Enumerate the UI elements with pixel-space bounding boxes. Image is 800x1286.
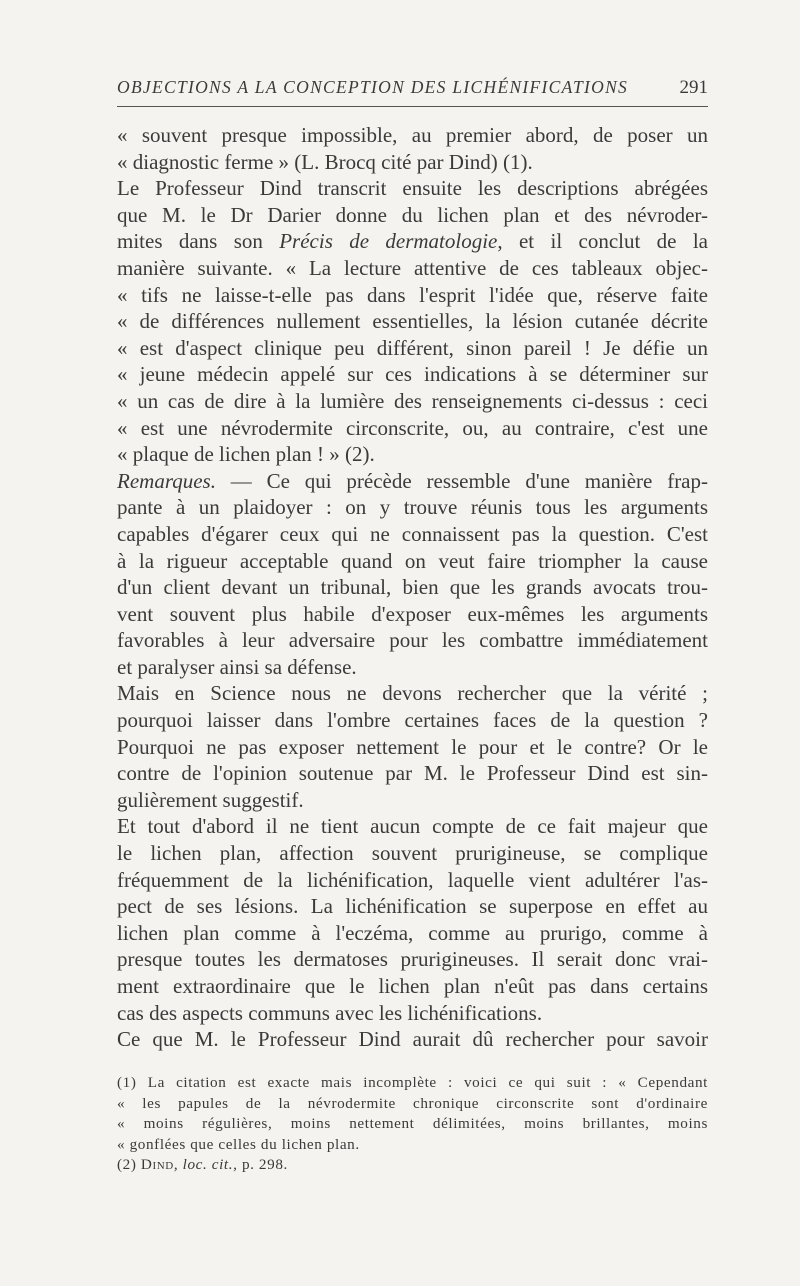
- text-line: pect de ses lésions. La lichénification se superpose en effet au: [117, 894, 708, 919]
- text-line: ment extraordinaire que le lichen plan n'eût pas dans certains: [117, 974, 708, 998]
- text-line: cas des aspects communs avec les lichénifications.: [117, 1000, 543, 1025]
- text-line: « est une névrodermite circonscrite, ou, au contraire, c'est une: [117, 415, 708, 440]
- text-line: capables d'égarer ceux qui ne connaissent pas la question. C'est: [117, 521, 708, 546]
- text-line: Ce que M. le Professeur Dind aurait dû rechercher pour savoir: [117, 1027, 708, 1052]
- text-line: « jeune médecin appelé sur ces indications à se déterminer sur: [117, 362, 708, 387]
- text-line: lichen plan comme à l'eczéma, comme au prurigo, comme à: [117, 920, 708, 945]
- text-line: contre de l'opinion soutenue par M. le Professeur Dind est sin-: [117, 761, 708, 786]
- text-line: Mais en Science nous ne devons rechercher que la vérité ;: [117, 681, 708, 706]
- footnote-line: (1) La citation est exacte mais incomplète : voici ce qui suit : « Cependant: [117, 1074, 708, 1091]
- footnote-line: « moins régulières, moins nettement délimitées, moins brillantes, moins: [117, 1115, 708, 1132]
- text-line: Pourquoi ne pas exposer nettement le pour et le contre? Or le: [117, 734, 708, 759]
- text-line: « de différences nullement essentielles, la lésion cutanée décrite: [117, 309, 708, 334]
- text-line: « est d'aspect clinique peu différent, sinon pareil ! Je défie un: [117, 335, 708, 360]
- text-line: « plaque de lichen plan ! » (2).: [117, 442, 375, 467]
- text-line: « un cas de dire à la lumière des renseignements ci-dessus : ceci: [117, 388, 708, 413]
- footnote-line: « les papules de la névrodermite chronique circonscrite sont d'ordinaire: [117, 1094, 708, 1112]
- text-line: le lichen plan, affection souvent prurigineuse, se complique: [117, 841, 708, 866]
- footnote-line: (2) Dind, loc. cit., p. 298.: [117, 1156, 288, 1173]
- text-line: « diagnostic ferme » (L. Brocq cité par Dind) (1).: [117, 149, 533, 174]
- text-line: vent souvent plus habile d'exposer eux-mêmes les arguments: [117, 601, 708, 626]
- text-line: Le Professeur Dind transcrit ensuite les descriptions abrégées: [117, 176, 708, 201]
- text-line: pante à un plaidoyer : on y trouve réunis tous les arguments: [117, 495, 708, 520]
- text-line: « souvent presque impossible, au premier abord, de poser un: [117, 123, 708, 147]
- text-line: presque toutes les dermatoses prurigineuses. Il serait donc vrai-: [117, 947, 708, 972]
- running-title: OBJECTIONS A LA CONCEPTION DES LICHÉNIFICATIONS: [117, 77, 629, 97]
- footnotes: [117, 1073, 708, 1176]
- text-line: et paralyser ainsi sa défense.: [117, 654, 357, 679]
- text-line: que M. le Dr Darier donne du lichen plan et des névroder-: [117, 202, 708, 227]
- text-line: fréquemment de la lichénification, laquelle vient adultérer l'as-: [117, 867, 708, 892]
- body-text: [117, 122, 708, 1053]
- text-line: pourquoi laisser dans l'ombre certaines faces de la question ?: [117, 708, 708, 733]
- text-line: « tifs ne laisse-t-elle pas dans l'esprit l'idée que, réserve faite: [117, 282, 708, 307]
- text-line: mites dans son Précis de dermatologie, et il conclut de la: [117, 229, 708, 254]
- text-line: gulièrement suggestif.: [117, 787, 304, 812]
- footnote-line: « gonflées que celles du lichen plan.: [117, 1135, 360, 1153]
- text-line: d'un client devant un tribunal, bien que les grands avocats trou-: [117, 575, 708, 600]
- text-line: favorables à leur adversaire pour les combattre immédiatement: [117, 628, 708, 653]
- page-number: 291: [679, 77, 708, 98]
- text-line: Et tout d'abord il ne tient aucun compte de ce fait majeur que: [117, 814, 708, 839]
- text-line: à la rigueur acceptable quand on veut faire triompher la cause: [117, 548, 708, 573]
- text-line: Remarques. — Ce qui précède ressemble d'une manière frap-: [117, 468, 708, 493]
- text-line: manière suivante. « La lecture attentive de ces tableaux objec-: [117, 255, 708, 280]
- page-header: [117, 74, 708, 107]
